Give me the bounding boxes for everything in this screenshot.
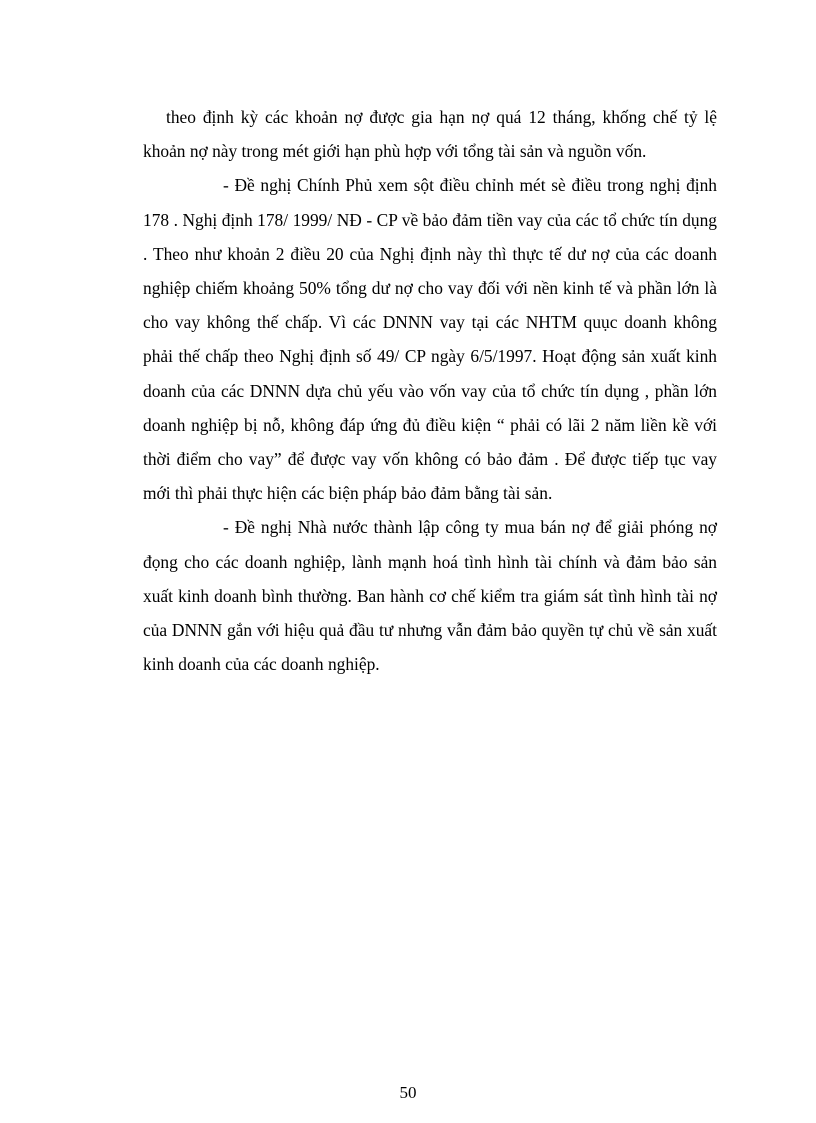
- page-number: 50: [399, 1083, 417, 1102]
- paragraph-2: - Đề nghị Chính Phủ xem sột điều chỉnh mét sè điều trong nghị định 178 . Nghị định 178/ 1999/ NĐ - CP về bảo đảm tiền vay của các tổ chức tín dụng . Theo như khoản 2 điều 20 của Nghị định này thì thực tế dư nợ của các doanh nghiệp chiếm khoảng 50% tổng dư nợ cho vay đối với nền kinh tế và phần lớn là cho vay không thế chấp. Vì các DNNN vay tại các NHTM quục doanh không phải thế chấp theo Nghị định số 49/ CP ngày 6/5/1997. Hoạt động sản xuất kinh doanh của các DNNN dựa chủ yếu vào vốn vay của tổ chức tín dụng , phần lớn doanh nghiệp bị nỗ, không đáp ứng đủ điều kiện “ phải có lãi 2 năm liền kề với thời điểm cho vay” để được vay vốn không có bảo đảm . Để được tiếp tục vay mới thì phải thực hiện các biện pháp bảo đảm bằng tài sản.: [143, 175, 717, 504]
- paragraph-3: - Đề nghị Nhà nước thành lập công ty mua bán nợ để giải phóng nợ đọng cho các doanh nghiệp, lành mạnh hoá tình hình tài chính và đảm bảo sản xuất kinh doanh bình thường. Ban hành cơ chế kiểm tra giám sát tình hình tài nợ của DNNN gắn với hiệu quả đầu tư nhưng vẫn đảm bảo quyền tự chủ về sản xuất kinh doanh của các doanh nghiệp.: [143, 517, 717, 675]
- paragraph-1: theo định kỳ các khoản nợ được gia hạn nợ quá 12 tháng, khống chế tỷ lệ khoản nợ này trong mét giới hạn phù hợp với tổng tài sản và nguồn vốn.: [143, 107, 717, 162]
- body-text: [143, 100, 717, 681]
